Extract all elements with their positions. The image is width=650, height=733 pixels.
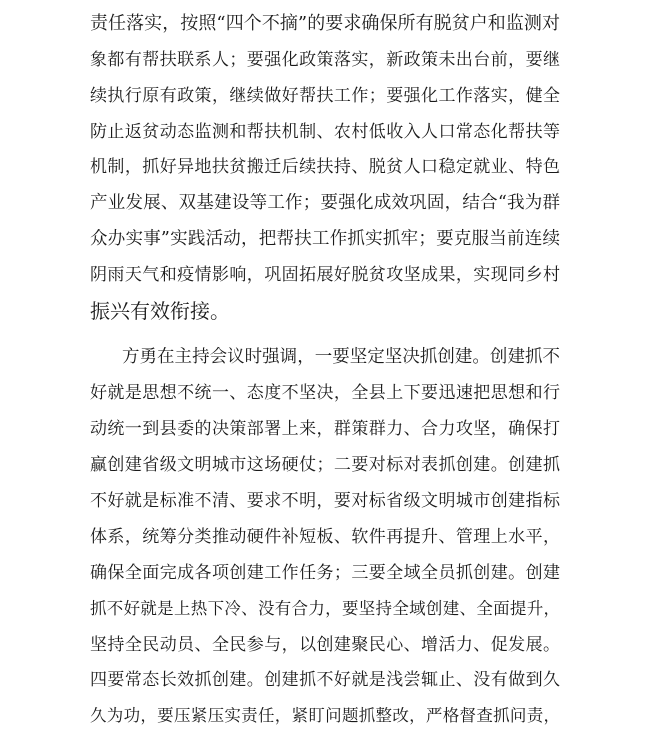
paragraph-1-line-1: 责任落实，按照“四个不摘”的要求确保所有脱贫户和监测对 xyxy=(90,13,560,34)
paragraph-1-line-7: 众办实事”实践活动，把帮扶工作抓实抓牢；要克服当前连续 xyxy=(90,229,560,249)
paragraph-1-line-9: 振兴有效衔接。 xyxy=(90,299,230,323)
paragraph-2-line-6: 体系，统筹分类推动硬件补短板、软件再提升、管理上水平， xyxy=(90,527,560,547)
paragraph-1-line-8: 阴雨天气和疫情影响，巩固拓展好脱贫攻坚成果，实现同乡村 xyxy=(90,265,560,285)
paragraph-2-line-8: 抓不好就是上热下冷、没有合力，要坚持全域创建、全面提升， xyxy=(90,599,560,618)
paragraph-2-line-10: 四要常态长效抓创建。创建抓不好就是浅尝辄止、没有做到久 xyxy=(90,670,560,690)
paragraph-1-line-3: 续执行原有政策，继续做好帮扶工作；要强化工作落实，健全 xyxy=(90,86,560,106)
paragraph-1-line-2: 象都有帮扶联系人；要强化政策落实，新政策未出台前，要继 xyxy=(90,50,560,70)
paragraph-1-line-6: 产业发展、双基建设等工作；要强化成效巩固，结合“我为群 xyxy=(90,193,560,213)
paragraph-2-line-4: 赢创建省级文明城市这场硬仗；二要对标对表抓创建。创建抓 xyxy=(90,455,560,475)
paragraph-2-line-2: 好就是思想不统一、态度不坚决，全县上下要迅速把思想和行 xyxy=(90,383,560,403)
paragraph-2-line-11: 久为功，要压紧压实责任，紧盯问题抓整改，严格督查抓问责， xyxy=(90,706,560,725)
paragraph-1-line-5: 机制，抓好异地扶贫搬迁后续扶持、脱贫人口稳定就业、特色 xyxy=(90,157,560,177)
paragraph-2-line-1: 方勇在主持会议时强调，一要坚定坚决抓创建。创建抓不 xyxy=(122,347,560,367)
paragraph-2-line-7: 确保全面完成各项创建工作任务；三要全域全员抓创建。创建 xyxy=(90,563,560,583)
paragraph-2-line-3: 动统一到县委的决策部署上来，群策群力、合力攻坚，确保打 xyxy=(90,419,560,439)
paragraph-1-line-4: 防止返贫动态监测和帮扶机制、农村低收入人口常态化帮扶等 xyxy=(90,122,560,142)
paragraph-2-line-5: 不好就是标准不清、要求不明，要对标省级文明城市创建指标 xyxy=(90,491,560,511)
paragraph-2-line-9: 坚持全民动员、全民参与，以创建聚民心、增活力、促发展。 xyxy=(90,635,560,655)
